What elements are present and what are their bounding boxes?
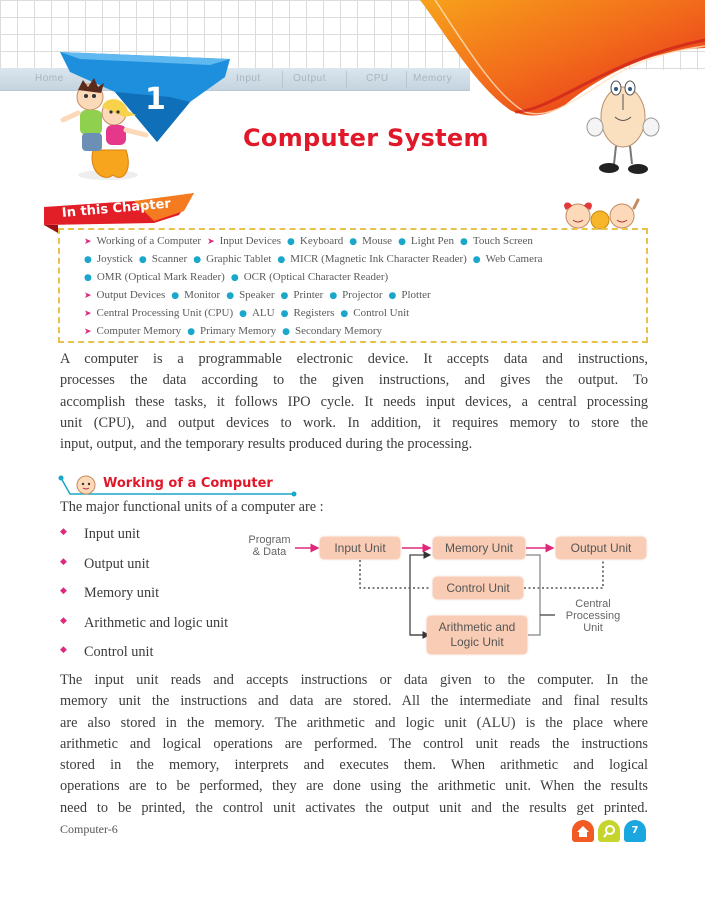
intro-paragraph-line: A computer is a programmable electronic device. It accepts data and instructions, [60, 351, 648, 367]
nav-item-input[interactable]: Input [236, 73, 261, 84]
input-unit-box: Input Unit [320, 537, 400, 559]
nav-separator [282, 71, 283, 88]
intro-paragraph-line: input, output, and the temporary results produced during the processing. [60, 436, 473, 453]
cpu-label: Central Processing Unit [565, 598, 621, 634]
chapter-topic: Computer Memory [96, 325, 182, 337]
dot-bullet-icon: ● [230, 273, 239, 283]
intro-paragraph [60, 349, 648, 455]
body-paragraph-line: memory unit the instructions and data are stored. All the intermediate and final results [60, 693, 648, 710]
memory-unit-box: Memory Unit [433, 537, 525, 559]
dot-bullet-icon: ● [84, 273, 92, 283]
dot-bullet-icon: ● [187, 327, 196, 337]
control-line-output [524, 560, 603, 588]
body-paragraph-line: arithmetic and logical operations are performed. The control unit reads the instructions [60, 735, 648, 752]
dot-bullet-icon: ● [472, 255, 481, 265]
arrow-bullet-icon: ➤ [207, 237, 215, 247]
home-button[interactable] [572, 820, 594, 842]
chapter-topic: Control Unit [353, 307, 410, 319]
chapter-contents-line [84, 235, 539, 247]
arrow-bullet-icon: ➤ [84, 291, 92, 301]
chapter-topic: Working of a Computer [96, 235, 202, 247]
bullet-diamond-icon: ◆ [60, 645, 67, 655]
body-paragraph-line: The input unit reads and accepts instructions or data given to the computer. In the [60, 672, 648, 688]
mascot-illustration [583, 72, 663, 182]
chapter-topic: Keyboard [299, 235, 344, 247]
dot-bullet-icon: ● [349, 237, 358, 247]
intro-paragraph-line: processes the data according to the given instructions, and gives the output. To [60, 372, 648, 389]
chapter-topic: Scanner [151, 253, 188, 265]
nav-item-cpu[interactable]: CPU [366, 73, 389, 84]
chapter-topic: Output Devices [96, 289, 166, 301]
output-unit-box: Output Unit [556, 537, 646, 559]
dot-bullet-icon: ● [280, 291, 289, 301]
control-unit-box: Control Unit [433, 577, 523, 599]
dot-bullet-icon: ● [460, 237, 468, 247]
chapter-topic: Joystick [96, 253, 133, 265]
dot-bullet-icon: ● [84, 255, 92, 265]
dot-bullet-icon: ● [282, 327, 290, 337]
arrow-bullet-icon: ➤ [84, 237, 92, 247]
nav-item-home[interactable]: Home [35, 73, 64, 84]
book-label: Computer-6 [60, 822, 118, 836]
dot-bullet-icon: ● [277, 255, 286, 265]
chapter-topic: Touch Screen [472, 235, 533, 247]
page-number: 7 [624, 820, 646, 842]
intro-paragraph-line: unit (CPU), and output devices to work. In addition, it requires memory to store the [60, 414, 648, 431]
body-paragraph [60, 670, 648, 819]
chapter-topic: OCR (Optical Character Reader) [243, 271, 389, 283]
chapter-topic: Registers [293, 307, 335, 319]
chapter-topic: Printer [293, 289, 324, 301]
chapter-topic: Monitor [184, 289, 221, 301]
nav-item-memory[interactable]: Memory [413, 73, 453, 84]
nav-item-output[interactable]: Output [293, 73, 327, 84]
chapter-contents-line [84, 271, 394, 283]
chapter-topic: Primary Memory [200, 325, 277, 337]
dot-bullet-icon: ● [239, 309, 247, 319]
chapter-contents-line [84, 307, 415, 319]
dot-bullet-icon: ● [398, 237, 406, 247]
chapter-topic: MICR (Magnetic Ink Character Reader) [290, 253, 467, 265]
dot-bullet-icon: ● [171, 291, 180, 301]
chapter-topic: Central Processing Unit (CPU) [96, 307, 234, 319]
chapter-contents-line [84, 289, 437, 301]
dot-bullet-icon: ● [329, 291, 338, 301]
in-this-chapter-label: In this Chapter [61, 196, 172, 221]
chapter-contents-line [84, 325, 388, 337]
control-line-input [360, 560, 430, 588]
search-button[interactable] [598, 820, 620, 842]
chapter-topic: Input Devices [219, 235, 282, 247]
dot-bullet-icon: ● [287, 237, 295, 247]
dot-bullet-icon: ● [138, 255, 147, 265]
bullet-diamond-icon: ◆ [60, 527, 67, 537]
search-icon [598, 820, 620, 842]
bullet-diamond-icon: ◆ [60, 556, 67, 567]
chapter-topic: Speaker [239, 289, 275, 301]
chapter-contents-line [84, 253, 549, 265]
dot-bullet-icon: ● [280, 309, 289, 319]
chapter-topic: Projector [342, 289, 383, 301]
body-paragraph-line: stored in the memory, interprets and executes them. When arithmetic and logical [60, 757, 648, 774]
bullet-diamond-icon: ◆ [60, 586, 67, 596]
nav-separator [346, 71, 347, 88]
alu-box: Arithmetic and Logic Unit [427, 616, 527, 654]
arrow-bullet-icon: ➤ [84, 327, 92, 337]
chapter-number: 1 [145, 82, 166, 117]
chapter-topic: OMR (Optical Mark Reader) [96, 271, 225, 283]
computer-block-diagram [240, 525, 660, 665]
arrow-bullet-icon: ➤ [84, 309, 92, 319]
chapter-topic: Plotter [401, 289, 431, 301]
chapter-topic: Graphic Tablet [206, 253, 272, 265]
chapter-topic: Mouse [362, 235, 393, 247]
kids-illustration [58, 75, 158, 185]
home-icon [572, 820, 594, 842]
dot-bullet-icon: ● [388, 291, 397, 301]
body-paragraph-line: need to be printed, the control unit activates the output unit and the results get printed. [60, 799, 648, 816]
dot-bullet-icon: ● [193, 255, 202, 265]
peeking-kids-illustration [560, 196, 640, 230]
section-title: Working of a Computer [103, 476, 273, 491]
intro-paragraph-line: accomplish these tasks, it follows IPO cycle. It needs input devices, a central processing [60, 393, 648, 410]
dot-bullet-icon: ● [340, 309, 349, 319]
chapter-topic: ALU [251, 307, 275, 319]
bullet-diamond-icon: ◆ [60, 615, 67, 626]
body-paragraph-line: operations are to be performed, they are done using the arithmetic unit. When the results [60, 778, 648, 795]
cpu-bracket [526, 555, 540, 635]
body-paragraph-line: are also stored in the memory. The arithmetic and logic unit (ALU) is the place where [60, 714, 648, 731]
section-intro: The major functional units of a computer are : [60, 499, 324, 515]
chapter-topic: Web Camera [485, 253, 543, 265]
page-title: Computer System [243, 124, 489, 152]
dot-bullet-icon: ● [226, 291, 235, 301]
program-data-label: Program & Data [248, 534, 291, 558]
chapter-topic: Secondary Memory [294, 325, 383, 337]
chapter-topic: Light Pen [410, 235, 455, 247]
